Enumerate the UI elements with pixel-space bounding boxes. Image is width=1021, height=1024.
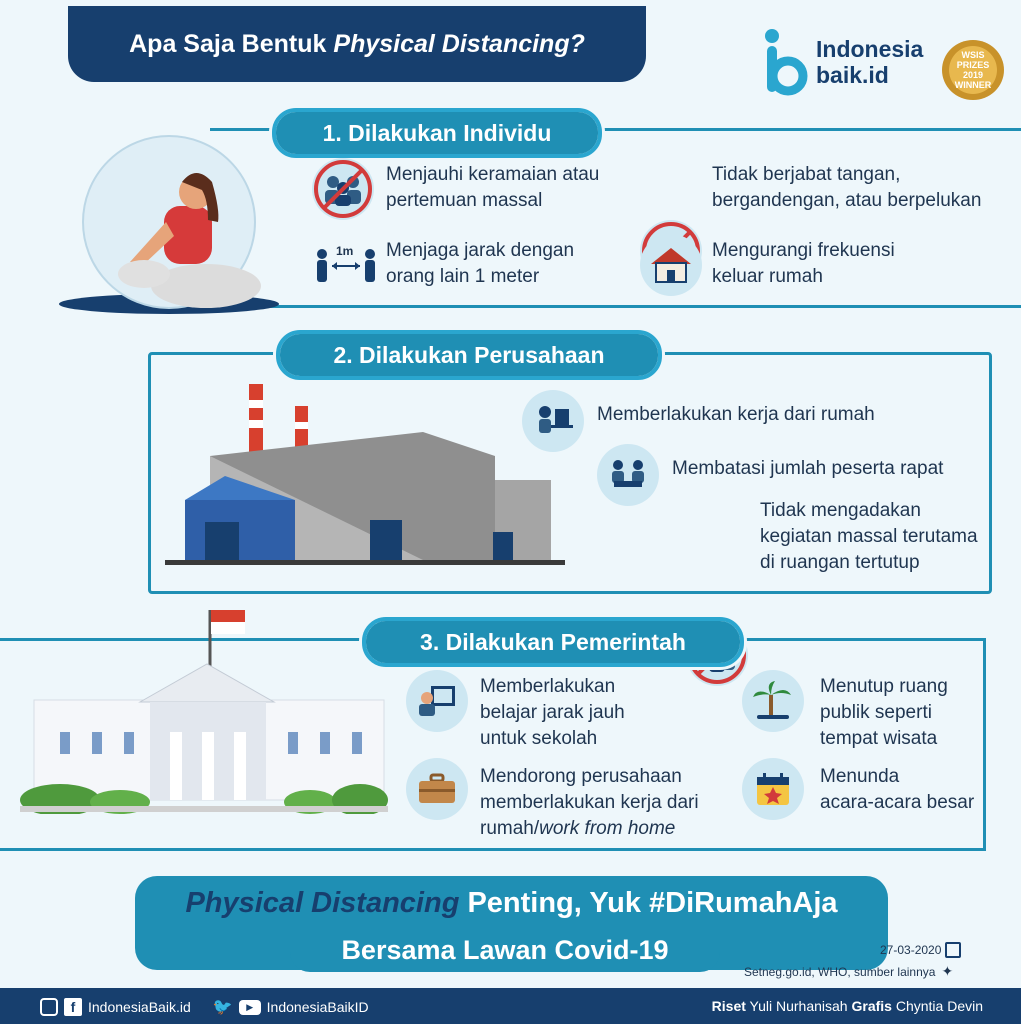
item-text-line: Menunda (820, 766, 900, 787)
section3-heading-text: 3. Dilakukan Pemerintah (366, 621, 740, 663)
section3-item1 (480, 674, 625, 752)
footer-social (40, 997, 369, 1017)
section3-item4 (820, 764, 974, 816)
source-line (744, 963, 953, 980)
item-text-line: tempat wisata (820, 728, 938, 749)
twitter-icon[interactable]: 🐦 (212, 999, 233, 1016)
briefcase-icon (406, 758, 468, 820)
section1-heading-text: 1. Dilakukan Individu (276, 112, 598, 154)
item-text-part: rumah/ (480, 818, 540, 839)
logo-line2: baik.id (816, 62, 889, 88)
cta-rest: Penting, Yuk #DiRumahAja (467, 886, 838, 919)
item-text-line: Menutup ruang (820, 676, 948, 697)
cta-line1 (135, 876, 888, 930)
title-italic: Physical Distancing? (333, 29, 585, 58)
section1-item4 (712, 238, 895, 290)
section3-right-line (983, 638, 986, 851)
page-title (68, 6, 646, 82)
item-text-line: di ruangan tertutup (760, 552, 920, 573)
item-text-line: belajar jarak jauh (480, 702, 625, 723)
item-text-line (480, 816, 699, 842)
pin-icon: ✦ (941, 963, 954, 979)
item-text-line: Menjaga jarak dengan (386, 240, 575, 261)
distance-learning-icon (406, 670, 468, 732)
distance-label: 1m (336, 244, 354, 258)
date-stamp (880, 942, 961, 958)
riset-name: Yuli Nurhanisah (749, 998, 848, 1014)
work-from-home-icon (522, 390, 584, 452)
indonesiabaik-logo (764, 28, 923, 96)
item-text-line: Tidak berjabat tangan, (712, 164, 901, 185)
item-text-line: Memberlakukan (480, 676, 616, 697)
palace-illustration (20, 606, 388, 814)
badge-line3: 2019 (962, 70, 984, 80)
item-text-line: pertemuan massal (386, 190, 543, 211)
cta-italic: Physical Distancing (185, 886, 460, 919)
section3-heading (362, 617, 744, 667)
section2-heading (276, 330, 662, 380)
section3-item3 (480, 764, 699, 842)
social-handle-2[interactable]: IndonesiaBaikID (266, 999, 369, 1015)
distance-icon (314, 242, 378, 290)
title-main: Apa Saja Bentuk (129, 29, 327, 58)
section1-item3 (386, 238, 574, 290)
item-text-line: publik seperti (820, 702, 932, 723)
item-text-line: Mengurangi frekuensi (712, 240, 895, 261)
no-crowd-icon (312, 158, 374, 220)
badge-line1: WSIS (961, 50, 985, 60)
item-text-line: kegiatan massal terutama (760, 526, 978, 547)
youtube-icon[interactable]: ▶ (239, 1000, 261, 1015)
item-text-line: acara-acara besar (820, 792, 975, 813)
grafis-name: Chyntia Devin (895, 998, 983, 1014)
section3-item2 (820, 674, 948, 752)
meeting-icon (597, 444, 659, 506)
badge-line4: WINNER (954, 80, 992, 90)
riset-label: Riset (711, 998, 746, 1014)
footer-bar (0, 988, 1021, 1024)
item-text-line: untuk sekolah (480, 728, 598, 749)
section1-bottom-line (210, 305, 1021, 308)
section2-item2: Membatasi jumlah peserta rapat (672, 458, 944, 479)
item-text-line: bergandengan, atau berpelukan (712, 190, 982, 211)
logo-line1: Indonesia (816, 36, 924, 62)
section1-heading (272, 108, 602, 158)
section2-item1: Memberlakukan kerja dari rumah (597, 404, 875, 425)
calendar-icon (945, 942, 961, 958)
wsis-badge (942, 40, 1004, 100)
section3-bottom-line (0, 848, 986, 851)
item-text-line: memberlakukan kerja dari (480, 792, 699, 813)
house-icon (640, 234, 702, 296)
instagram-icon[interactable] (40, 998, 58, 1016)
facebook-icon[interactable]: f (64, 998, 82, 1016)
factory-illustration (165, 380, 565, 568)
logo-icon (764, 28, 808, 96)
calendar-star-icon (742, 758, 804, 820)
badge-line2: PRIZES (956, 60, 990, 70)
section2-heading-text: 2. Dilakukan Perusahaan (280, 334, 658, 376)
item-text-line: Mendorong perusahaan (480, 766, 682, 787)
cta-line2: Bersama Lawan Covid-19 (290, 928, 720, 972)
section1-item2 (712, 162, 981, 214)
woman-in-bubble-illustration (56, 126, 282, 316)
item-text-line: orang lain 1 meter (386, 266, 540, 287)
grafis-label: Grafis (851, 998, 892, 1014)
item-text-line: Menjauhi keramaian atau (386, 164, 600, 185)
date-text: 27-03-2020 (880, 943, 942, 957)
source-text: Setneg.go.id, WHO, sumber lainnya (744, 964, 936, 979)
social-handle-1[interactable]: IndonesiaBaik.id (88, 999, 191, 1015)
item-text-line: keluar rumah (712, 266, 823, 287)
section2-item3 (760, 498, 978, 576)
section1-item1 (386, 162, 599, 214)
item-text-line: Tidak mengadakan (760, 500, 921, 521)
palm-tree-icon (742, 670, 804, 732)
credits (712, 998, 983, 1014)
item-text-italic: work from home (539, 818, 676, 839)
